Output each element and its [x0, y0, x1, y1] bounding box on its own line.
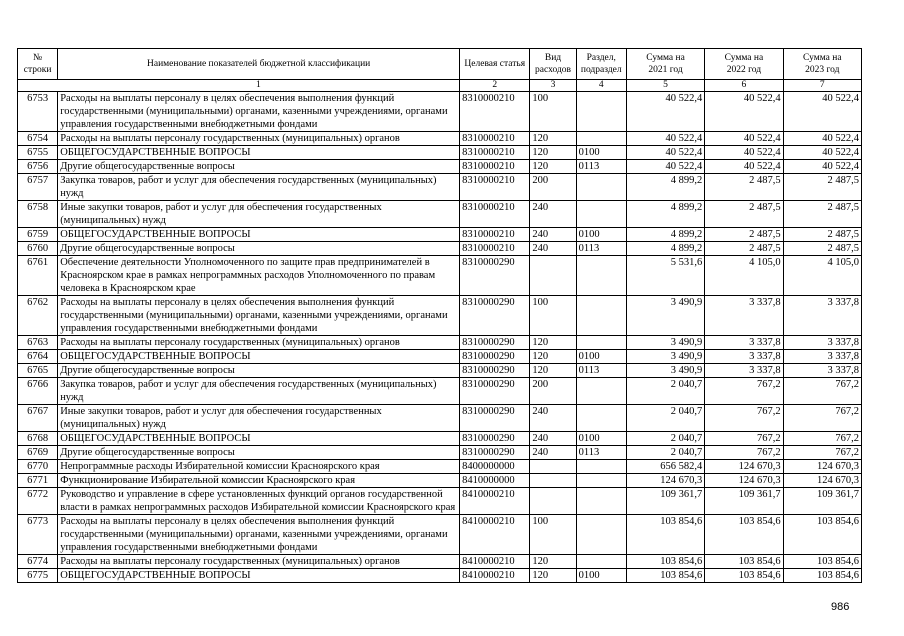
expense-type: 120 — [530, 555, 576, 569]
sum-2022: 103 854,6 — [705, 515, 783, 555]
sum-2023: 2 487,5 — [783, 174, 861, 201]
row-number: 6769 — [18, 446, 58, 460]
target-article-code: 8310000290 — [460, 405, 530, 432]
target-article-code: 8400000000 — [460, 460, 530, 474]
row-name: ОБЩЕГОСУДАРСТВЕННЫЕ ВОПРОСЫ — [58, 228, 460, 242]
column-number: 3 — [530, 80, 576, 92]
sum-2022: 124 670,3 — [705, 474, 783, 488]
sum-2023: 2 487,5 — [783, 201, 861, 228]
row-number: 6761 — [18, 256, 58, 296]
section-code — [576, 296, 626, 336]
section-code — [576, 555, 626, 569]
sum-2023: 3 337,8 — [783, 350, 861, 364]
sum-2021: 3 490,9 — [626, 350, 704, 364]
sum-2023: 2 487,5 — [783, 228, 861, 242]
row-name: Расходы на выплаты персоналу государственных (муниципальных) органов — [58, 336, 460, 350]
sum-2023: 4 105,0 — [783, 256, 861, 296]
sum-2022: 3 337,8 — [705, 364, 783, 378]
section-code: 0113 — [576, 242, 626, 256]
row-number: 6774 — [18, 555, 58, 569]
row-name: Иные закупки товаров, работ и услуг для обеспечения государственных (муниципальных) нужд — [58, 201, 460, 228]
row-name: Другие общегосударственные вопросы — [58, 364, 460, 378]
sum-2022: 124 670,3 — [705, 460, 783, 474]
row-name: Расходы на выплаты персоналу государственных (муниципальных) органов — [58, 555, 460, 569]
header-sum-2023: Сумма на 2023 год — [783, 49, 861, 80]
table-row — [18, 256, 862, 296]
target-article-code: 8410000000 — [460, 474, 530, 488]
row-number: 6753 — [18, 92, 58, 132]
header-target-article: Целевая статья — [460, 49, 530, 80]
table-row — [18, 296, 862, 336]
expense-type: 100 — [530, 296, 576, 336]
expense-type: 120 — [530, 350, 576, 364]
target-article-code: 8310000210 — [460, 242, 530, 256]
sum-2023: 40 522,4 — [783, 92, 861, 132]
expense-type — [530, 256, 576, 296]
row-name: Непрограммные расходы Избирательной комиссии Красноярского края — [58, 460, 460, 474]
sum-2021: 4 899,2 — [626, 228, 704, 242]
sum-2023: 40 522,4 — [783, 160, 861, 174]
expense-type: 120 — [530, 336, 576, 350]
sum-2023: 767,2 — [783, 446, 861, 460]
sum-2021: 2 040,7 — [626, 446, 704, 460]
table-row — [18, 92, 862, 132]
sum-2021: 3 490,9 — [626, 336, 704, 350]
sum-2022: 40 522,4 — [705, 146, 783, 160]
section-code: 0100 — [576, 228, 626, 242]
expense-type: 240 — [530, 228, 576, 242]
column-number: 4 — [576, 80, 626, 92]
row-name: Расходы на выплаты персоналу в целях обеспечения выполнения функций государственными (муниципальными) органами, казенными учреждениями, органами управления государственными внебюджетными фондами — [58, 515, 460, 555]
sum-2022: 40 522,4 — [705, 92, 783, 132]
sum-2023: 3 337,8 — [783, 336, 861, 350]
table-row — [18, 160, 862, 174]
table-row — [18, 228, 862, 242]
row-number: 6766 — [18, 378, 58, 405]
sum-2022: 2 487,5 — [705, 201, 783, 228]
column-number: 7 — [783, 80, 861, 92]
table-row — [18, 446, 862, 460]
expense-type: 200 — [530, 174, 576, 201]
sum-2021: 40 522,4 — [626, 132, 704, 146]
section-code — [576, 201, 626, 228]
target-article-code: 8410000210 — [460, 555, 530, 569]
sum-2023: 767,2 — [783, 432, 861, 446]
section-code — [576, 256, 626, 296]
sum-2023: 767,2 — [783, 405, 861, 432]
header-section: Раздел, подраздел — [576, 49, 626, 80]
sum-2021: 40 522,4 — [626, 160, 704, 174]
target-article-code: 8310000290 — [460, 296, 530, 336]
expense-type — [530, 488, 576, 515]
row-name: Расходы на выплаты персоналу в целях обеспечения выполнения функций государственными (муниципальными) органами, казенными учреждениями, органами управления государственными внебюджетными фондами — [58, 296, 460, 336]
sum-2023: 40 522,4 — [783, 132, 861, 146]
sum-2023: 103 854,6 — [783, 515, 861, 555]
target-article-code: 8410000210 — [460, 569, 530, 583]
sum-2022: 767,2 — [705, 378, 783, 405]
sum-2022: 4 105,0 — [705, 256, 783, 296]
sum-2021: 656 582,4 — [626, 460, 704, 474]
expense-type: 120 — [530, 132, 576, 146]
table-row — [18, 378, 862, 405]
target-article-code: 8310000210 — [460, 174, 530, 201]
sum-2021: 2 040,7 — [626, 405, 704, 432]
row-number: 6757 — [18, 174, 58, 201]
sum-2022: 3 337,8 — [705, 336, 783, 350]
header-row-number: № строки — [18, 49, 58, 80]
table-row — [18, 488, 862, 515]
sum-2023: 103 854,6 — [783, 555, 861, 569]
row-number: 6772 — [18, 488, 58, 515]
section-code — [576, 174, 626, 201]
row-number: 6762 — [18, 296, 58, 336]
row-number: 6767 — [18, 405, 58, 432]
sum-2022: 3 337,8 — [705, 296, 783, 336]
sum-2023: 3 337,8 — [783, 296, 861, 336]
sum-2021: 3 490,9 — [626, 364, 704, 378]
table-row — [18, 336, 862, 350]
row-number: 6763 — [18, 336, 58, 350]
row-name: Руководство и управление в сфере установленных функций органов государственной власти в рамках непрограммных расходов Избирательной комиссии Красноярского края — [58, 488, 460, 515]
row-name: ОБЩЕГОСУДАРСТВЕННЫЕ ВОПРОСЫ — [58, 350, 460, 364]
row-number: 6773 — [18, 515, 58, 555]
sum-2022: 109 361,7 — [705, 488, 783, 515]
target-article-code: 8410000210 — [460, 488, 530, 515]
budget-table — [17, 48, 862, 583]
expense-type: 240 — [530, 201, 576, 228]
section-code — [576, 515, 626, 555]
sum-2022: 2 487,5 — [705, 242, 783, 256]
section-code: 0100 — [576, 432, 626, 446]
section-code: 0100 — [576, 569, 626, 583]
table-row — [18, 201, 862, 228]
target-article-code: 8310000210 — [460, 132, 530, 146]
header-row — [18, 49, 862, 80]
header-sum-2021: Сумма на 2021 год — [626, 49, 704, 80]
row-name: Расходы на выплаты персоналу государственных (муниципальных) органов — [58, 132, 460, 146]
column-numbers-row — [18, 80, 862, 92]
expense-type: 120 — [530, 146, 576, 160]
table-row — [18, 515, 862, 555]
sum-2022: 767,2 — [705, 432, 783, 446]
target-article-code: 8310000290 — [460, 256, 530, 296]
table-row — [18, 460, 862, 474]
sum-2022: 103 854,6 — [705, 569, 783, 583]
expense-type: 240 — [530, 242, 576, 256]
sum-2021: 4 899,2 — [626, 201, 704, 228]
table-row — [18, 569, 862, 583]
sum-2021: 40 522,4 — [626, 92, 704, 132]
row-number: 6758 — [18, 201, 58, 228]
sum-2021: 3 490,9 — [626, 296, 704, 336]
expense-type: 120 — [530, 364, 576, 378]
row-name: ОБЩЕГОСУДАРСТВЕННЫЕ ВОПРОСЫ — [58, 146, 460, 160]
expense-type: 120 — [530, 160, 576, 174]
sum-2023: 103 854,6 — [783, 569, 861, 583]
table-row — [18, 350, 862, 364]
sum-2022: 40 522,4 — [705, 132, 783, 146]
row-name: Функционирование Избирательной комиссии Красноярского края — [58, 474, 460, 488]
expense-type — [530, 460, 576, 474]
row-name: Обеспечение деятельности Уполномоченного по защите прав предпринимателей в Красноярском крае в рамках непрограммных расходов Уполномоченного по правам человека в Красноярском крае — [58, 256, 460, 296]
section-code: 0113 — [576, 364, 626, 378]
sum-2021: 103 854,6 — [626, 555, 704, 569]
header-name: Наименование показателей бюджетной классификации — [58, 49, 460, 80]
sum-2022: 767,2 — [705, 405, 783, 432]
target-article-code: 8310000210 — [460, 228, 530, 242]
sum-2021: 2 040,7 — [626, 432, 704, 446]
sum-2022: 40 522,4 — [705, 160, 783, 174]
sum-2023: 3 337,8 — [783, 364, 861, 378]
sum-2021: 124 670,3 — [626, 474, 704, 488]
expense-type: 120 — [530, 569, 576, 583]
row-name: ОБЩЕГОСУДАРСТВЕННЫЕ ВОПРОСЫ — [58, 432, 460, 446]
expense-type: 200 — [530, 378, 576, 405]
column-number: 2 — [460, 80, 530, 92]
target-article-code: 8410000210 — [460, 515, 530, 555]
column-number: 5 — [626, 80, 704, 92]
target-article-code: 8310000210 — [460, 201, 530, 228]
section-code — [576, 92, 626, 132]
sum-2023: 124 670,3 — [783, 460, 861, 474]
section-code: 0100 — [576, 146, 626, 160]
row-name: ОБЩЕГОСУДАРСТВЕННЫЕ ВОПРОСЫ — [58, 569, 460, 583]
sum-2021: 109 361,7 — [626, 488, 704, 515]
sum-2021: 103 854,6 — [626, 569, 704, 583]
table-row — [18, 405, 862, 432]
row-number: 6754 — [18, 132, 58, 146]
row-number: 6755 — [18, 146, 58, 160]
target-article-code: 8310000290 — [460, 350, 530, 364]
table-row — [18, 555, 862, 569]
row-number: 6759 — [18, 228, 58, 242]
column-number: 6 — [705, 80, 783, 92]
sum-2023: 40 522,4 — [783, 146, 861, 160]
expense-type — [530, 474, 576, 488]
row-name: Другие общегосударственные вопросы — [58, 446, 460, 460]
table-row — [18, 364, 862, 378]
row-number: 6756 — [18, 160, 58, 174]
section-code — [576, 460, 626, 474]
section-code — [576, 474, 626, 488]
section-code: 0113 — [576, 160, 626, 174]
section-code — [576, 378, 626, 405]
row-name: Другие общегосударственные вопросы — [58, 242, 460, 256]
target-article-code: 8310000290 — [460, 378, 530, 405]
sum-2023: 109 361,7 — [783, 488, 861, 515]
row-name: Другие общегосударственные вопросы — [58, 160, 460, 174]
target-article-code: 8310000210 — [460, 146, 530, 160]
row-number: 6764 — [18, 350, 58, 364]
section-code — [576, 132, 626, 146]
sum-2021: 4 899,2 — [626, 174, 704, 201]
target-article-code: 8310000290 — [460, 432, 530, 446]
target-article-code: 8310000290 — [460, 364, 530, 378]
table-row — [18, 146, 862, 160]
page-number: 986 — [831, 601, 850, 613]
column-number — [18, 80, 58, 92]
sum-2022: 2 487,5 — [705, 174, 783, 201]
row-number: 6771 — [18, 474, 58, 488]
expense-type: 240 — [530, 405, 576, 432]
sum-2021: 2 040,7 — [626, 378, 704, 405]
expense-type: 240 — [530, 446, 576, 460]
header-expense-type: Вид расходов — [530, 49, 576, 80]
sum-2023: 2 487,5 — [783, 242, 861, 256]
table-row — [18, 132, 862, 146]
column-number: 1 — [58, 80, 460, 92]
row-number: 6768 — [18, 432, 58, 446]
row-number: 6765 — [18, 364, 58, 378]
sum-2022: 767,2 — [705, 446, 783, 460]
section-code — [576, 488, 626, 515]
sum-2021: 5 531,6 — [626, 256, 704, 296]
section-code: 0113 — [576, 446, 626, 460]
row-name: Иные закупки товаров, работ и услуг для обеспечения государственных (муниципальных) нужд — [58, 405, 460, 432]
sum-2021: 4 899,2 — [626, 242, 704, 256]
target-article-code: 8310000290 — [460, 446, 530, 460]
sum-2021: 103 854,6 — [626, 515, 704, 555]
sum-2023: 124 670,3 — [783, 474, 861, 488]
section-code: 0100 — [576, 350, 626, 364]
sum-2023: 767,2 — [783, 378, 861, 405]
row-number: 6760 — [18, 242, 58, 256]
table-row — [18, 242, 862, 256]
table-row — [18, 174, 862, 201]
target-article-code: 8310000210 — [460, 160, 530, 174]
expense-type: 100 — [530, 515, 576, 555]
section-code — [576, 405, 626, 432]
target-article-code: 8310000290 — [460, 336, 530, 350]
row-name: Закупка товаров, работ и услуг для обеспечения государственных (муниципальных) нужд — [58, 378, 460, 405]
table-row — [18, 432, 862, 446]
header-sum-2022: Сумма на 2022 год — [705, 49, 783, 80]
row-number: 6770 — [18, 460, 58, 474]
expense-type: 100 — [530, 92, 576, 132]
sum-2021: 40 522,4 — [626, 146, 704, 160]
sum-2022: 3 337,8 — [705, 350, 783, 364]
section-code — [576, 336, 626, 350]
row-name: Расходы на выплаты персоналу в целях обеспечения выполнения функций государственными (муниципальными) органами, казенными учреждениями, органами управления государственными внебюджетными фондами — [58, 92, 460, 132]
row-number: 6775 — [18, 569, 58, 583]
target-article-code: 8310000210 — [460, 92, 530, 132]
expense-type: 240 — [530, 432, 576, 446]
sum-2022: 2 487,5 — [705, 228, 783, 242]
sum-2022: 103 854,6 — [705, 555, 783, 569]
row-name: Закупка товаров, работ и услуг для обеспечения государственных (муниципальных) нужд — [58, 174, 460, 201]
table-row — [18, 474, 862, 488]
